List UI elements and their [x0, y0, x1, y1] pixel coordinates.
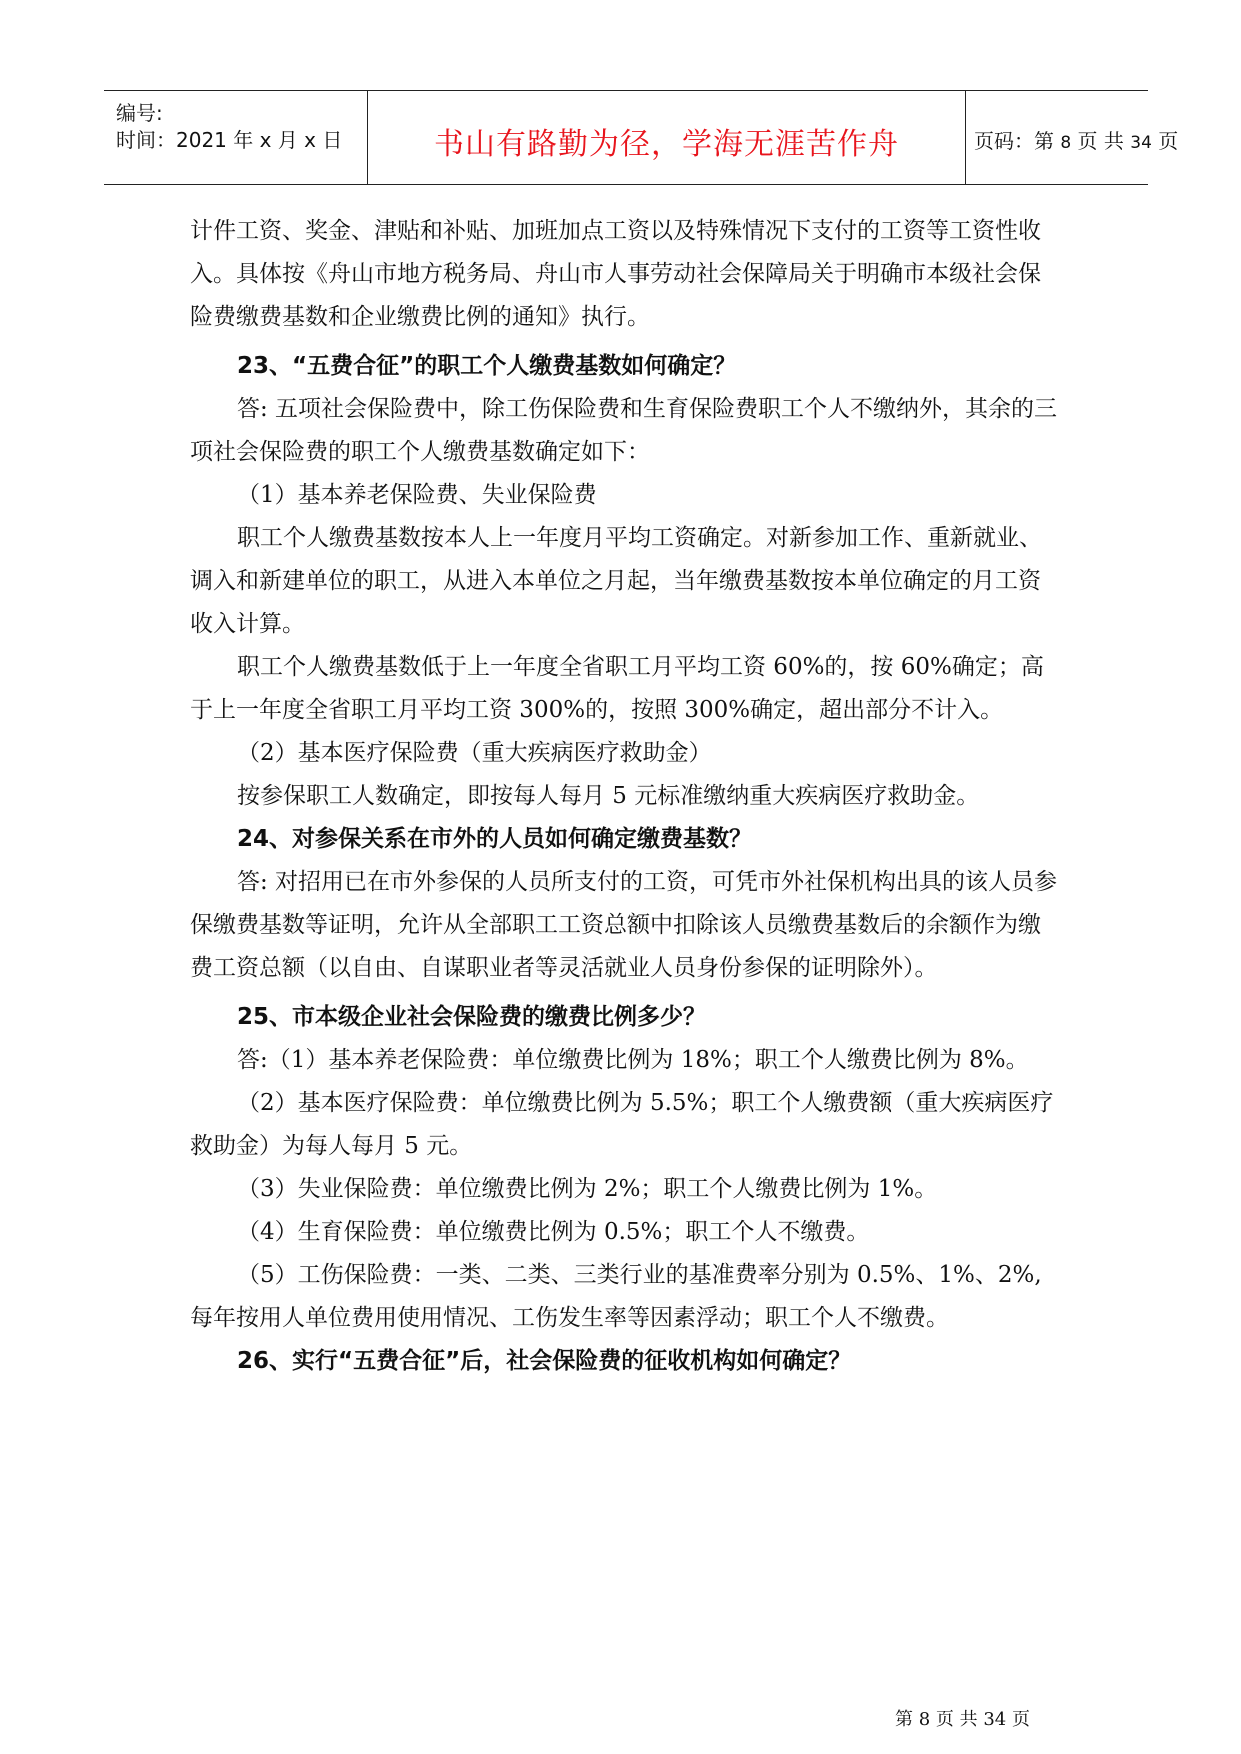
- answer-24: 答: 对招用已在市外参保的人员所支付的工资，可凭市外社保机构出具的该人员参保缴费基数等证明，允许从全部职工工资总额中扣除该人员缴费基数后的余额作为缴费工资总额（以自由、自谋职业者等灵活就业人员身份参保的证明除外）。: [190, 869, 1058, 981]
- page-suffix: 页: [1151, 129, 1179, 153]
- answer-25-item-5: （5）工伤保险费：一类、二类、三类行业的基准费率分别为 0.5%、1%、2%,每年按用人单位费用使用情况、工伤发生率等因素浮动；职工个人不缴费。: [190, 1262, 1042, 1331]
- page-header: [104, 90, 1179, 185]
- answer-23-item-1: （1）基本养老保险费、失业保险费: [237, 482, 597, 508]
- number-label: 编号:: [116, 101, 163, 125]
- motto: 书山有路勤为径，学海无涯苦作舟: [434, 127, 899, 162]
- question-25: 25、市本级企业社会保险费的缴费比例多少？: [237, 1004, 707, 1030]
- answer-25-item-1: 答:（1）基本养老保险费：单位缴费比例为 18%；职工个人缴费比例为 8%。: [237, 1047, 1029, 1073]
- answer-23-item-2: （2）基本医疗保险费（重大疾病医疗救助金）: [237, 740, 712, 766]
- page-number: [974, 125, 1178, 154]
- answer-23-item-2-body: 按参保职工人数确定，即按每人每月 5 元标准缴纳重大疾病医疗救助金。: [237, 783, 980, 809]
- answer-23-intro: 答: 五项社会保险费中，除工伤保险费和生育保险费职工个人不缴纳外，其余的三项社会保险费的职工个人缴费基数确定如下：: [190, 396, 1058, 465]
- question-24: 24、对参保关系在市外的人员如何确定缴费基数？: [237, 826, 753, 852]
- header-motto-cell: [368, 91, 966, 184]
- time-label: 时间：2021 年 x 月 x 日: [116, 128, 343, 152]
- page-footer: 第 8 页 共 34 页: [895, 1709, 1030, 1730]
- answer-25-item-4: （4）生育保险费：单位缴费比例为 0.5%；职工个人不缴费。: [237, 1219, 870, 1245]
- header-page-cell: [966, 91, 1179, 184]
- answer-23-item-1-limits: 职工个人缴费基数低于上一年度全省职工月平均工资 60%的，按 60%确定；高于上一年度全省职工月平均工资 300%的，按照 300%确定，超出部分不计入。: [190, 654, 1044, 723]
- page-total: 34: [1130, 133, 1152, 153]
- header-meta-cell: [104, 91, 368, 184]
- document-body: [190, 210, 1058, 1383]
- question-23: 23、“五费合征”的职工个人缴费基数如何确定？: [237, 353, 737, 379]
- answer-25-item-3: （3）失业保险费：单位缴费比例为 2%；职工个人缴费比例为 1%。: [237, 1176, 938, 1202]
- question-26: 26、实行“五费合征”后，社会保险费的征收机构如何确定？: [237, 1348, 852, 1374]
- answer-23-item-1-body: 职工个人缴费基数按本人上一年度月平均工资确定。对新参加工作、重新就业、调入和新建单位的职工，从进入本单位之月起，当年缴费基数按本单位确定的月工资收入计算。: [190, 525, 1042, 637]
- page-prefix: 页码：第: [974, 129, 1061, 153]
- answer-25-item-2: （2）基本医疗保险费：单位缴费比例为 5.5%；职工个人缴费额（重大疾病医疗救助金）为每人每月 5 元。: [190, 1090, 1054, 1159]
- page-current: 8: [1060, 133, 1072, 153]
- page-middle: 页 共: [1071, 129, 1131, 153]
- paragraph-continuation: 计件工资、奖金、津贴和补贴、加班加点工资以及特殊情况下支付的工资等工资性收入。具体按《舟山市地方税务局、舟山市人事劳动社会保障局关于明确市本级社会保险费缴费基数和企业缴费比例的通知》执行。: [190, 218, 1041, 330]
